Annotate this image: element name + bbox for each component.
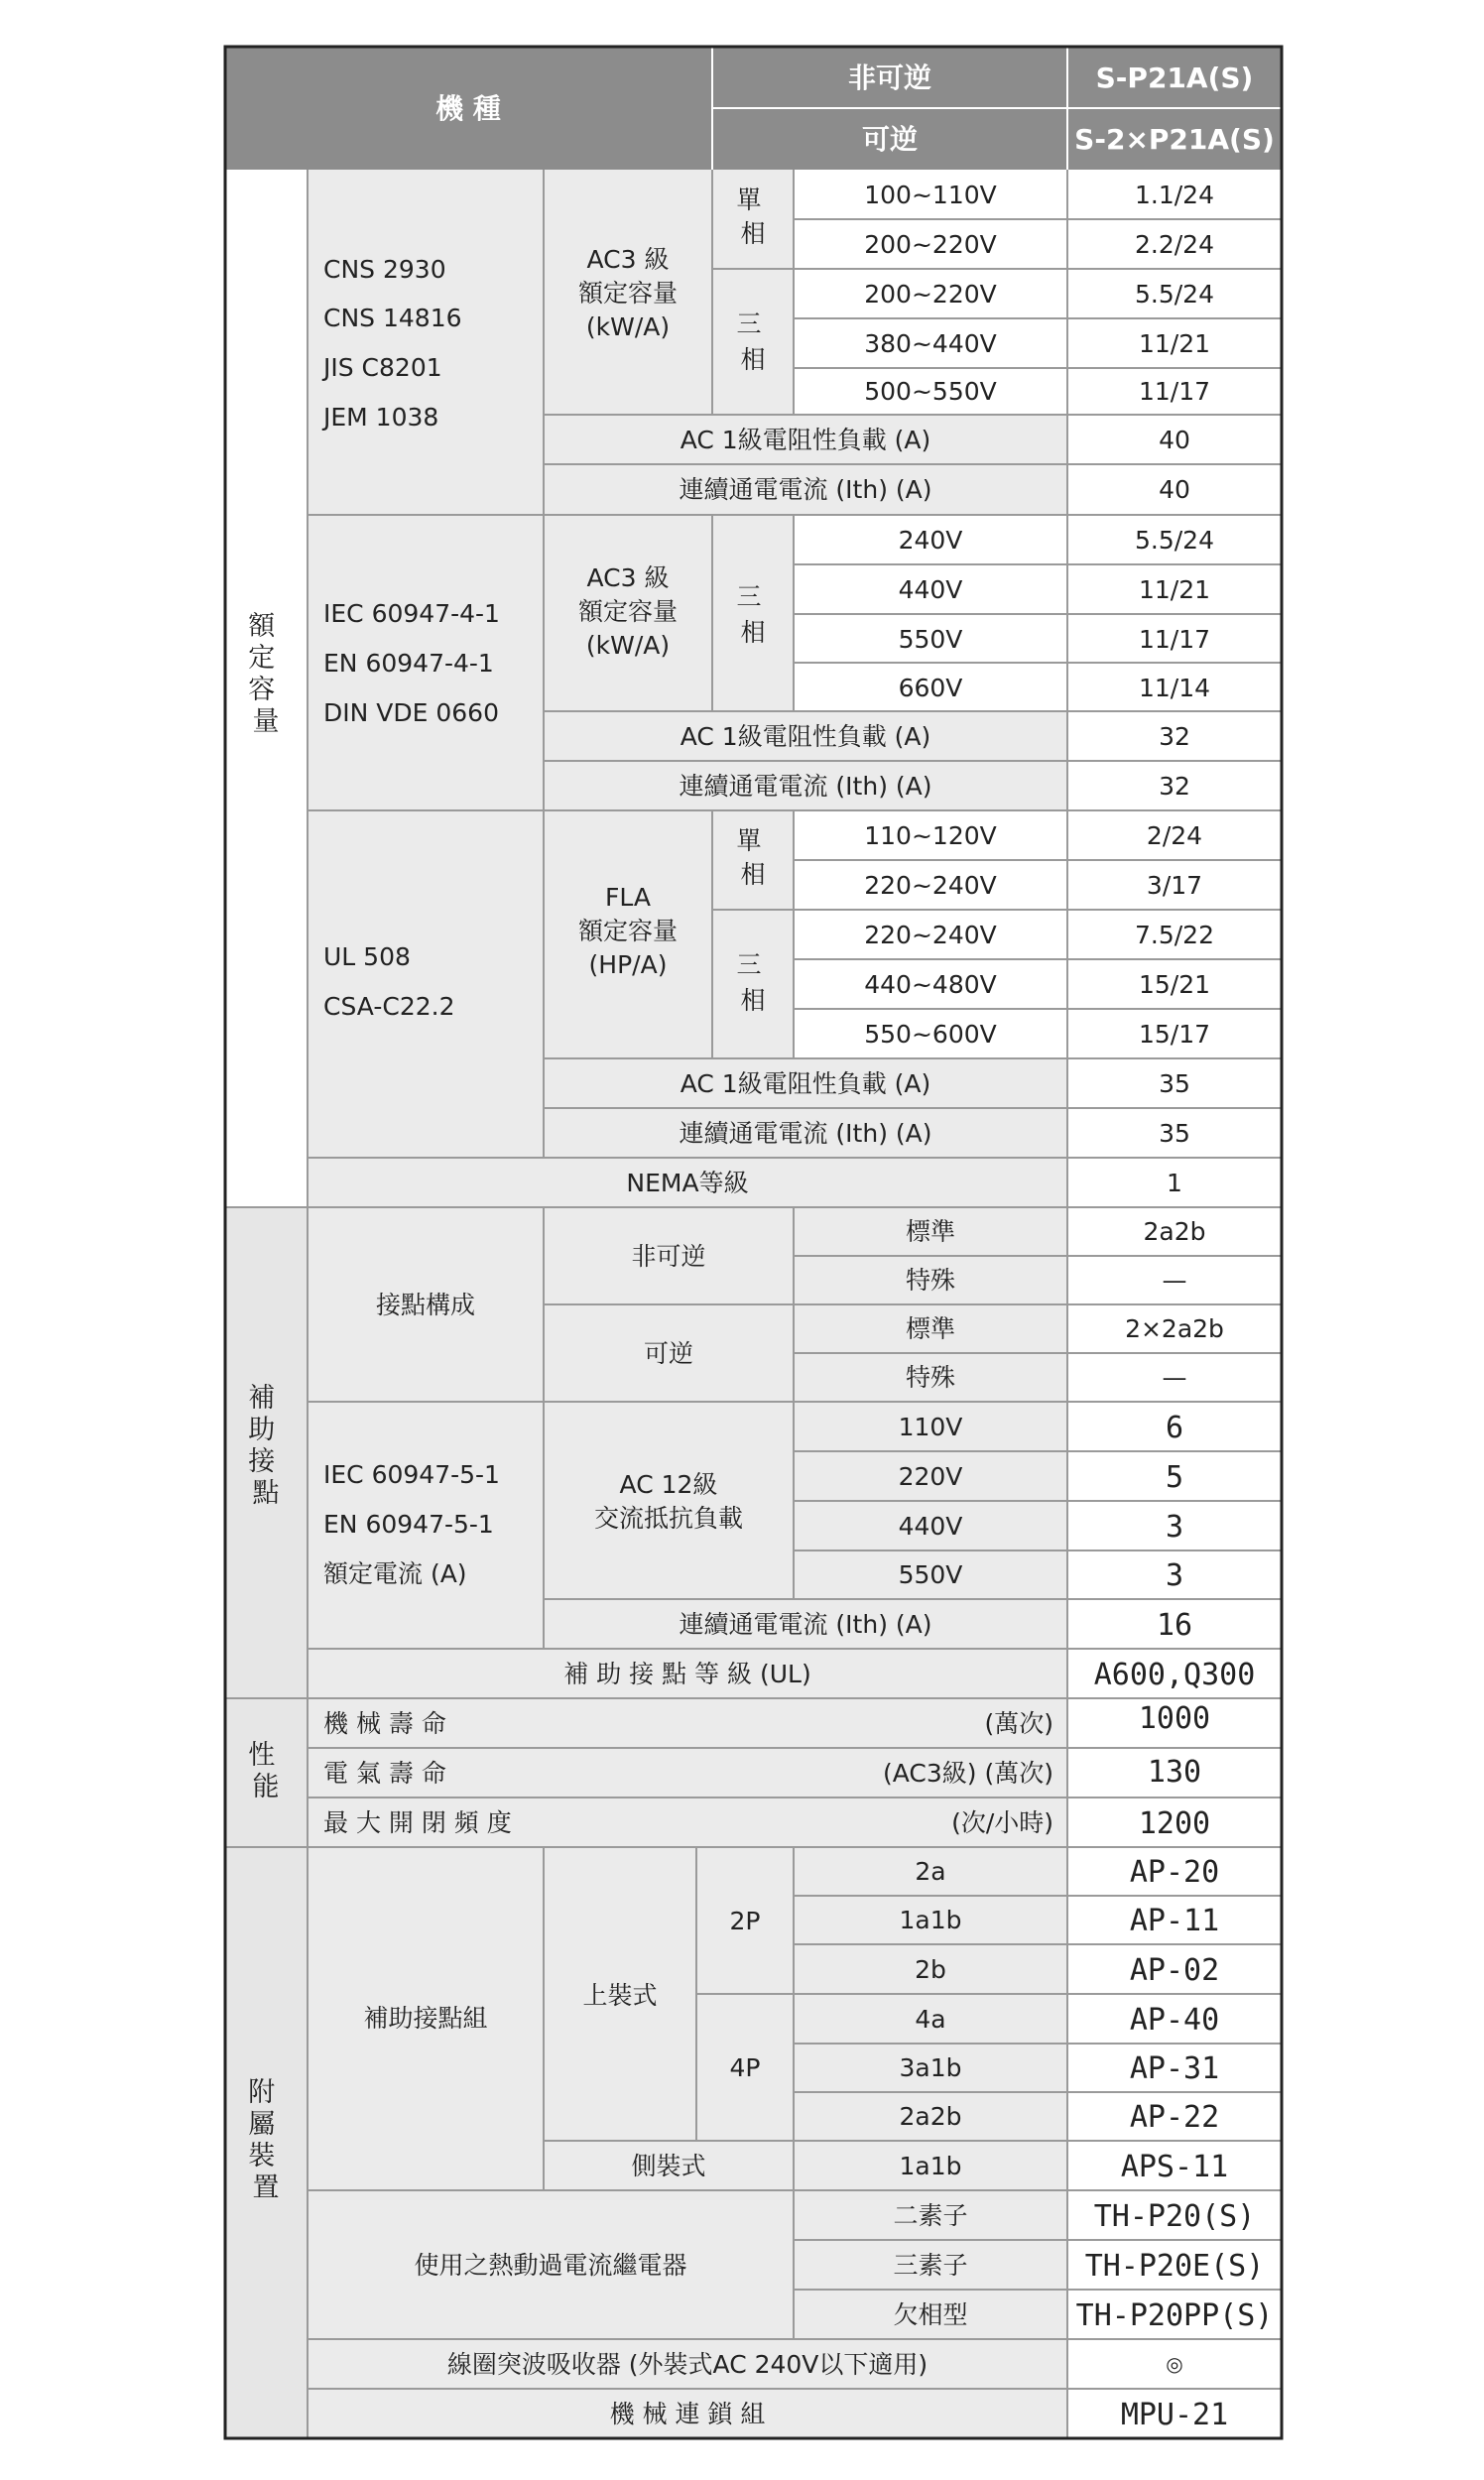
acc-surge-label: 線圈突波吸收器 (外裝式AC 240V以下適用) <box>446 2350 928 2379</box>
g1-value-4: 11/21 <box>1138 329 1211 358</box>
g2-capacity-line-3: (kW/A) <box>585 631 671 660</box>
aux-standard-3: 額定電流 (A) <box>323 1559 467 1588</box>
g3-capacity-line-3: (HP/A) <box>588 950 668 979</box>
acc-contact-5: 3a1b <box>899 2053 962 2082</box>
acc-interlock-value: MPU-21 <box>1120 2398 1229 2432</box>
g2-voltage-4: 660V <box>898 674 963 702</box>
acc-model-1: AP-20 <box>1129 1855 1220 1890</box>
g2-ac1-label: AC 1級電阻性負載 (A) <box>680 722 931 751</box>
section-acc-char: 裝 <box>248 2141 276 2171</box>
g3-single-phase-char: 相 <box>740 860 766 889</box>
section-perf-char: 性 <box>248 1740 276 1771</box>
g1-single-phase-char: 單 <box>736 186 762 214</box>
aux-rev-standard-value: 2×2a2b <box>1125 1314 1224 1343</box>
acc-thermal-model-2: TH-P20E(S) <box>1084 2249 1265 2284</box>
acc-model-7: APS-11 <box>1120 2150 1229 2184</box>
aux-voltage-3: 440V <box>898 1512 963 1541</box>
g1-voltage-4: 380~440V <box>864 329 997 358</box>
g1-ac1-value: 40 <box>1159 426 1190 454</box>
g1-capacity-line-1: AC3 級 <box>586 245 670 274</box>
header-model-label: 機 種 <box>435 92 501 125</box>
g2-ith-label: 連續通電電流 (Ith) (A) <box>679 772 932 801</box>
aux-value-4: 3 <box>1165 1558 1184 1593</box>
g3-capacity-line-2: 額定容量 <box>577 917 679 945</box>
header-reversible-label: 可逆 <box>861 123 919 156</box>
g3-capacity-line-1: FLA <box>605 883 651 912</box>
g1-ith-value: 40 <box>1159 475 1190 504</box>
aux-value-3: 3 <box>1165 1510 1184 1545</box>
perf-elec-life-unit: (AC3級) (萬次) <box>883 1759 1053 1788</box>
perf-elec-life-label: 電 氣 壽 命 <box>323 1759 446 1788</box>
aux-ul-value: A600,Q300 <box>1093 1658 1256 1692</box>
acc-model-4: AP-40 <box>1129 2003 1220 2038</box>
aux-ith-label: 連續通電電流 (Ith) (A) <box>679 1610 932 1639</box>
g1-standard-1: CNS 2930 <box>323 255 446 284</box>
section-aux-char: 接 <box>248 1446 276 1477</box>
g3-single-phase-char: 單 <box>736 826 762 855</box>
aux-nonrev-standard-label: 標準 <box>905 1217 956 1246</box>
acc-contact-3: 2b <box>915 1955 946 1984</box>
g2-three-phase-char: 相 <box>740 618 766 647</box>
g3-voltage-3: 220~240V <box>864 921 997 949</box>
g2-value-4: 11/14 <box>1138 674 1211 702</box>
acc-contact-7: 1a1b <box>899 2152 962 2180</box>
g1-value-3: 5.5/24 <box>1135 280 1214 309</box>
g1-standard-4: JEM 1038 <box>323 403 439 432</box>
g3-value-4: 15/21 <box>1138 970 1211 999</box>
acc-thermal-type-2: 三素子 <box>893 2251 968 2280</box>
nema-label: NEMA等級 <box>626 1169 749 1197</box>
g2-standard-1: IEC 60947-4-1 <box>323 599 500 628</box>
g2-capacity-line-1: AC3 級 <box>586 563 670 592</box>
section-perf-label <box>248 1740 284 1802</box>
g1-capacity-line-2: 額定容量 <box>577 279 679 308</box>
aux-standard-2: EN 60947-5-1 <box>323 1510 494 1539</box>
acc-surge-value: ◎ <box>1166 2352 1183 2376</box>
section-aux-label <box>248 1383 284 1509</box>
g3-standard-1: UL 508 <box>323 942 411 971</box>
aux-ac12-shade <box>544 1402 794 1599</box>
g3-value-1: 2/24 <box>1146 821 1203 850</box>
aux-nonrev-special-value: — <box>1162 1266 1187 1295</box>
g3-ith-value: 35 <box>1159 1119 1190 1148</box>
g1-ith-label: 連續通電電流 (Ith) (A) <box>679 475 932 504</box>
acc-contact-2: 1a1b <box>899 1906 962 1934</box>
aux-value-1: 6 <box>1165 1411 1184 1445</box>
aux-rev-special-value: — <box>1162 1363 1187 1392</box>
section-acc-label <box>248 2077 284 2203</box>
g1-three-phase-char: 三 <box>736 310 762 338</box>
g1-value-5: 11/17 <box>1138 377 1211 406</box>
g2-standard-2: EN 60947-4-1 <box>323 649 494 678</box>
section-rated-char: 額 <box>248 611 276 642</box>
g2-value-3: 11/17 <box>1138 625 1211 654</box>
section-aux-char: 助 <box>248 1415 276 1445</box>
g2-value-2: 11/21 <box>1138 575 1211 604</box>
g3-voltage-2: 220~240V <box>864 871 997 900</box>
g3-standards-shade <box>308 810 544 1158</box>
g1-single-phase-char: 相 <box>740 219 766 248</box>
section-rated-label <box>248 611 284 737</box>
g1-standards-shade <box>308 170 544 515</box>
aux-value-2: 5 <box>1165 1460 1184 1495</box>
g2-phase-shade <box>712 515 794 711</box>
g2-voltage-2: 440V <box>898 575 963 604</box>
g1-voltage-5: 500~550V <box>864 377 997 406</box>
g1-standard-2: CNS 14816 <box>323 304 462 332</box>
acc-model-2: AP-11 <box>1129 1904 1220 1938</box>
g1-standard-3: JIS C8201 <box>323 353 442 382</box>
g1-voltage-2: 200~220V <box>864 230 997 259</box>
g3-standard-2: CSA-C22.2 <box>323 992 455 1021</box>
section-aux-char: 點 <box>252 1478 280 1509</box>
acc-model-3: AP-02 <box>1129 1953 1220 1988</box>
aux-nonrev-standard-value: 2a2b <box>1143 1217 1206 1246</box>
section-rated-char: 定 <box>248 643 276 674</box>
acc-2p-label: 2P <box>729 1907 761 1935</box>
g3-value-3: 7.5/22 <box>1135 921 1214 949</box>
aux-standard-1: IEC 60947-5-1 <box>323 1460 500 1489</box>
acc-contact-1: 2a <box>915 1857 946 1886</box>
g2-standard-3: DIN VDE 0660 <box>323 698 499 727</box>
perf-elec-life-value: 130 <box>1147 1755 1202 1790</box>
perf-mech-life-unit: (萬次) <box>984 1709 1053 1738</box>
perf-frequency-value: 1200 <box>1138 1806 1211 1841</box>
g1-ac1-label: AC 1級電阻性負載 (A) <box>680 426 931 454</box>
acc-contact-6: 2a2b <box>899 2102 962 2131</box>
g3-three-phase-char: 三 <box>736 950 762 979</box>
aux-ul-label: 補 助 接 點 等 級 (UL) <box>563 1660 811 1688</box>
aux-rev-standard-label: 標準 <box>905 1314 956 1343</box>
perf-frequency-label: 最 大 開 閉 頻 度 <box>323 1808 512 1837</box>
g3-ac1-label: AC 1級電阻性負載 (A) <box>680 1069 931 1098</box>
g3-ith-label: 連續通電電流 (Ith) (A) <box>679 1119 932 1148</box>
g2-voltage-3: 550V <box>898 625 963 654</box>
section-acc-char: 屬 <box>248 2109 276 2140</box>
section-rated-char: 量 <box>252 706 280 737</box>
g1-capacity-line-3: (kW/A) <box>585 312 671 341</box>
g3-voltage-4: 440~480V <box>864 970 997 999</box>
aux-voltage-2: 220V <box>898 1462 963 1491</box>
acc-side-mount-label: 側裝式 <box>631 2152 706 2180</box>
g2-three-phase-char: 三 <box>736 582 762 611</box>
g3-value-2: 3/17 <box>1146 871 1203 900</box>
perf-frequency-unit: (次/小時) <box>951 1808 1053 1837</box>
aux-rev-label: 可逆 <box>643 1339 694 1368</box>
aux-ac12-line-1: AC 12級 <box>619 1470 718 1499</box>
section-perf-char: 能 <box>252 1772 280 1802</box>
section-aux-char: 補 <box>248 1383 276 1414</box>
aux-voltage-1: 110V <box>898 1413 963 1441</box>
g1-value-1: 1.1/24 <box>1135 181 1214 209</box>
aux-nonrev-special-label: 特殊 <box>905 1266 956 1295</box>
aux-config-label: 接點構成 <box>375 1291 476 1319</box>
nema-value: 1 <box>1167 1169 1182 1197</box>
g3-value-5: 15/17 <box>1138 1020 1211 1049</box>
header-reversible-model: S-2×P21A(S) <box>1074 123 1275 156</box>
aux-ith-value: 16 <box>1156 1608 1193 1643</box>
aux-rev-special-label: 特殊 <box>905 1363 956 1392</box>
header-nonreversible-label: 非可逆 <box>847 62 932 94</box>
acc-thermal-model-3: TH-P20PP(S) <box>1075 2298 1274 2333</box>
g3-voltage-1: 110~120V <box>864 821 997 850</box>
acc-thermal-model-1: TH-P20(S) <box>1093 2199 1256 2234</box>
acc-contact-4: 4a <box>915 2005 946 2034</box>
perf-mech-life-label: 機 械 壽 命 <box>323 1709 446 1738</box>
g1-voltage-3: 200~220V <box>864 280 997 309</box>
g1-three-phase-char: 相 <box>740 345 766 374</box>
g3-three-phase-char: 相 <box>740 986 766 1015</box>
g2-voltage-1: 240V <box>898 526 963 555</box>
acc-thermal-type-3: 欠相型 <box>893 2300 968 2329</box>
g2-capacity-line-2: 額定容量 <box>577 597 679 626</box>
perf-mech-life-value: 1000 <box>1138 1701 1211 1736</box>
g2-value-1: 5.5/24 <box>1135 526 1214 555</box>
g1-value-2: 2.2/24 <box>1135 230 1214 259</box>
section-acc-char: 附 <box>248 2077 276 2108</box>
g3-ac1-value: 35 <box>1159 1069 1190 1098</box>
header-nonreversible-model: S-P21A(S) <box>1095 62 1254 94</box>
acc-thermal-label: 使用之熱動過電流繼電器 <box>414 2251 687 2280</box>
aux-ac12-line-2: 交流抵抗負載 <box>593 1504 744 1533</box>
g3-voltage-5: 550~600V <box>864 1020 997 1049</box>
acc-aux-group-label: 補助接點組 <box>363 2004 488 2033</box>
g2-ith-value: 32 <box>1159 772 1190 801</box>
g2-ac1-value: 32 <box>1159 722 1190 751</box>
aux-nonrev-label: 非可逆 <box>631 1242 706 1271</box>
g1-voltage-1: 100~110V <box>864 181 997 209</box>
aux-voltage-4: 550V <box>898 1560 963 1589</box>
acc-interlock-label: 機 械 連 鎖 組 <box>609 2400 766 2428</box>
acc-model-6: AP-22 <box>1129 2100 1220 2135</box>
acc-thermal-type-1: 二素子 <box>893 2201 968 2230</box>
acc-model-5: AP-31 <box>1129 2051 1220 2086</box>
acc-top-mount-label: 上裝式 <box>582 1981 658 2010</box>
section-rated-char: 容 <box>248 675 276 705</box>
section-acc-char: 置 <box>252 2172 280 2203</box>
acc-4p-label: 4P <box>729 2053 761 2082</box>
